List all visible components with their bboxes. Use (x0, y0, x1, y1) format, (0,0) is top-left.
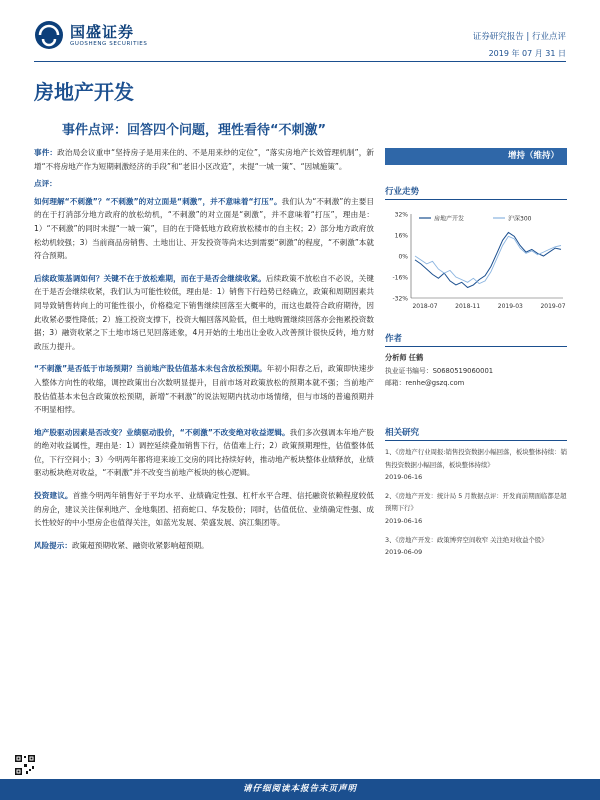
company-logo (34, 18, 164, 54)
paragraph-lead: 事件： (34, 148, 58, 157)
y-tick-label: 16% (394, 232, 408, 240)
paragraph-lead: “不刺激”是否低于市场预期？当前地产股估值基本未包含放松预期。 (34, 364, 267, 374)
footer-disclaimer: 请仔细阅读本报告末页声明 (0, 779, 600, 800)
related-date: 2019-06-09 (385, 548, 423, 557)
paragraph-lead: 投资建议。 (34, 491, 73, 501)
paragraph-text: 我们多次强调本年地产股的绝对收益属性，理由是：1）调控延续叠加销售下行，估值难上行；2）政策预期理性，估值整体低位，下行空间小；3）今明两年都将迎来竣工交房的同比持续好转，推动地产板块整体业绩释放，业绩驱动板块绝对收益，“不刺激”并不改变当前地产板块的核心逻辑。 (34, 427, 374, 478)
paragraph-text: 我们认为“不刺激”的主要目的在于打消部分地方政府的放松幼机，“不刺激”的对立面是“刺激”，并不意味着“打压”，理由是：1）“不刺激”的同时未提“一城一策”，目的在于降低地方政府放松楼市的自主权；2）部分地方政府放松幼机较强；3）当前商品房销售、土地出让、开发投资等尚未达到需要“刺激”的程度，“不刺激”本就符合预期。 (34, 196, 374, 261)
x-tick-label: 2019-07 (540, 303, 566, 310)
logo-text-en: GUOSHENG SECURITIES (70, 41, 148, 47)
list-item[interactable] (385, 534, 567, 559)
paragraph-lead: 点评： (34, 179, 57, 189)
paragraph-text: 后续政策不放松自不必说，关键在于是否会继续收紧，我们认为可能性较低，理由是：1）销售下行趋势已经确立，政策和周期因素共同导致销售转向上的可能性很小，价格稳定下销售继续回落至大概率的，而这也最符合政府期待，因此收紧必要性降低；2）施工投资支撑下，投资大幅回落风险低，但土地购置继续回落亦会拖累投资数据；3）融资收紧之下土地市场已见回落迹象，4月开始的土地出让金收入改善预计很快反转，地方财政压力提升。 (34, 273, 375, 351)
header-divider (34, 61, 566, 62)
related-title: 3、《房地产开发：政策博弈空间收窄 关注绝对收益个股》 (385, 535, 548, 544)
paragraph-comment-label (34, 177, 374, 191)
paragraph-investment (34, 489, 374, 530)
paragraph-text: 政策超预期收紧、融资收紧影响超预期。 (71, 540, 209, 550)
trend-chart (385, 208, 567, 316)
paragraph-risk (34, 539, 374, 553)
list-item[interactable] (385, 446, 567, 484)
paragraph-q1 (34, 195, 374, 263)
paragraph-q3 (34, 362, 374, 416)
trend-section-title: 行业走势 (385, 185, 567, 200)
report-date: 2019 年 07 月 31 日 (488, 49, 566, 58)
paragraph-lead: 如何理解“不刺激”？“不刺激”的对立面是“刺激”，并不意味着“打压”。 (34, 196, 282, 206)
analyst-email[interactable]: 邮箱：renhe@gszq.com (385, 379, 465, 387)
related-section-title: 相关研究 (385, 426, 567, 441)
author-section-title: 作者 (385, 332, 567, 347)
series-line (415, 232, 561, 287)
rating-badge: 增持（维持） (385, 148, 567, 165)
related-title: 2、《房地产开发：统计局 5 月数据点评：开发商前期面临都是超预期下行》 (385, 491, 567, 513)
x-tick-label: 2018-11 (455, 303, 481, 310)
paragraph-lead: 地产股驱动因素是否改变？业绩驱动股价，“不刺激”不改变绝对收益逻辑。 (34, 427, 290, 437)
report-headline: 事件点评：回答四个问题，理性看待“不刺激” (62, 123, 327, 138)
qr-code-icon (14, 754, 36, 776)
sector-title: 房地产开发 (34, 80, 134, 104)
series-line (415, 236, 561, 283)
legend-label: 房地产开发 (434, 215, 465, 223)
paragraph-text: 首推今明两年销售好于平均水平、业绩确定性强、杠杆水平合理、信托融资依赖程度较低的房企，建议关注保利地产、金地集团、招商蛇口、华发股份；同时，估值低位、业绩确定性强、成长性较好的中小型房企也值得关注，如蓝光发展、荣盛发展、滨江集团等。 (34, 491, 374, 528)
related-list (385, 446, 567, 565)
paragraph-lead: 后续政策基调如何？关键不在于放松难期，而在于是否会继续收紧。 (34, 273, 266, 283)
paragraph-q2 (34, 272, 374, 354)
related-date: 2019-06-16 (385, 516, 423, 525)
y-tick-label: -16% (392, 274, 408, 282)
paragraph-event (34, 146, 374, 173)
analyst-name: 任鹤 (408, 353, 424, 362)
logo-mark-icon (34, 20, 64, 50)
y-tick-label: -32% (392, 295, 408, 303)
y-tick-label: 0% (398, 253, 408, 261)
paragraph-text: 年初小阳春之后，政策即快速步入整体方向性的收缩，调控政策出台次数明显提升，目前市场对政策放松的预期本就不强；当前地产股估值基本未包含政策放松预期，新增“不刺激”的说法短期内扰动市场情绪，但与市场的普遍预期并不明显相悖。 (34, 364, 374, 415)
related-date: 2019-06-16 (385, 473, 423, 482)
analyst-info (385, 352, 567, 390)
paragraph-q4 (34, 426, 374, 480)
main-body (34, 146, 374, 561)
x-tick-label: 2019-03 (497, 303, 523, 310)
report-type: 证券研究报告 | 行业点评 (472, 32, 566, 42)
legend-label: 沪深300 (508, 215, 532, 223)
analyst-label: 分析师 (385, 353, 407, 362)
related-title: 1、《房地产行业周报:销售投资数据小幅回落，板块整体持续：销售投资数据小幅回落，板块整体持续》 (385, 448, 567, 469)
y-tick-label: 32% (394, 211, 408, 219)
analyst-cert: 执业证书编号：S0680519060001 (385, 366, 494, 375)
paragraph-lead: 风险提示： (34, 540, 72, 550)
paragraph-text: 政治局会议重申“坚持房子是用来住的、不是用来炒的定位”，“落实房地产长效管理机制”，新增“不将房地产作为短期刺激经济的手段”和“老旧小区改造”，未提“一城一策”、“因城施策”。 (34, 148, 375, 171)
logo-text-cn: 国盛证券 (70, 23, 135, 41)
list-item[interactable] (385, 490, 567, 528)
x-tick-label: 2018-07 (412, 303, 438, 310)
